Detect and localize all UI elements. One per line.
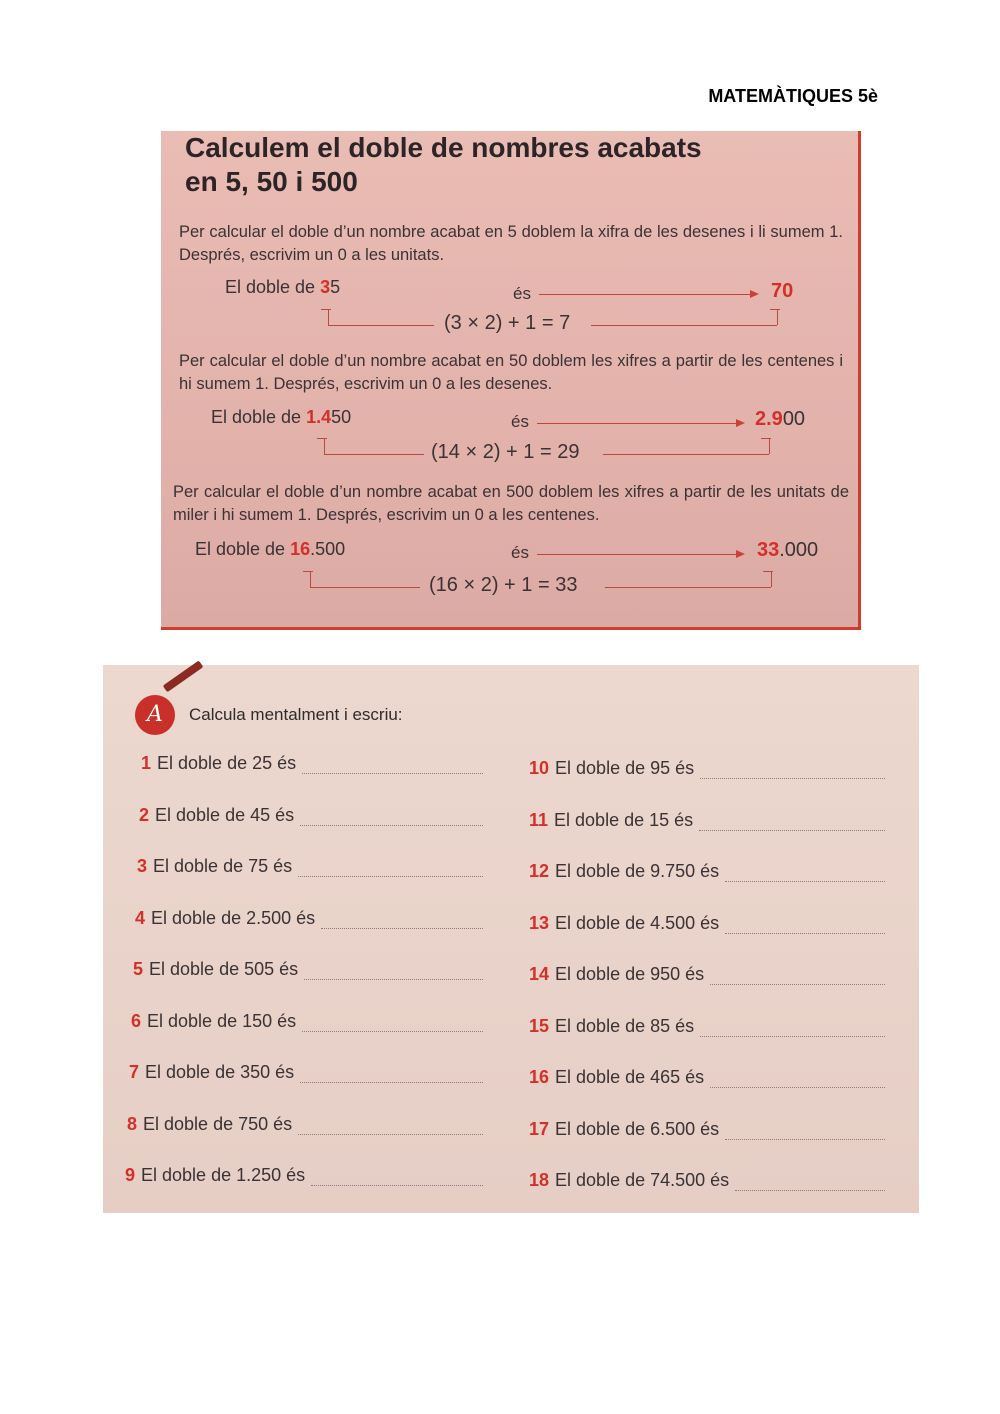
rule-paragraph-500: Per calcular el doble d’un nombre acabat en 500 doblem les xifres a partir de les unitats de miler i hi sumem 1. Després, escrivim un 0 a les centenes. <box>173 483 849 524</box>
bracket-line-right <box>603 454 769 455</box>
answer-blank-11[interactable] <box>699 830 885 831</box>
doble-label: El doble de <box>195 539 286 559</box>
number-red-part: 1.4 <box>306 407 332 427</box>
formula-3: (16 × 2) + 1 = 33 <box>429 574 578 596</box>
result-rest-part: 00 <box>782 408 806 430</box>
exercise-number: 14 <box>529 964 550 984</box>
answer-blank-4[interactable] <box>321 928 483 929</box>
result-red-part: 2.9 <box>755 408 783 430</box>
exercise-number: 17 <box>529 1118 550 1139</box>
bracket-top-left <box>303 571 313 572</box>
exercise-text: El doble de 350 és <box>145 1062 295 1082</box>
es-label: és <box>511 412 529 431</box>
exercise-item-12 <box>529 861 719 882</box>
example-number-16500 <box>195 539 345 560</box>
result-red-part: 33 <box>757 539 780 561</box>
es-label: és <box>511 543 529 562</box>
exercise-text: El doble de 74.500 és <box>555 1170 730 1190</box>
pencil-icon <box>163 660 204 692</box>
exercise-item-2 <box>139 805 294 826</box>
answer-blank-16[interactable] <box>710 1087 885 1088</box>
exercise-number: 4 <box>135 907 146 928</box>
answer-blank-9[interactable] <box>311 1185 483 1186</box>
answer-blank-15[interactable] <box>700 1036 885 1037</box>
rule-paragraph-5: Per calcular el doble d’un nombre acabat en 5 doblem la xifra de les desenes i li sumem 1. Després, escrivim un 0 a les unitats. <box>179 223 843 264</box>
exercise-number: 13 <box>529 912 550 933</box>
activity-badge-icon: A <box>135 695 175 735</box>
exercise-text: El doble de 505 és <box>149 959 299 979</box>
number-rest-part: 50 <box>331 407 352 427</box>
exercise-item-6 <box>131 1011 296 1032</box>
answer-blank-10[interactable] <box>700 778 885 779</box>
bracket-top-right <box>761 438 771 439</box>
exercise-card <box>103 665 919 1213</box>
bracket-right <box>771 571 772 587</box>
arrow-icon <box>539 294 757 295</box>
answer-blank-8[interactable] <box>298 1134 483 1135</box>
exercise-item-13 <box>529 913 719 934</box>
lesson-card <box>161 131 861 630</box>
exercise-text: El doble de 950 és <box>555 964 705 984</box>
exercise-item-7 <box>129 1062 294 1083</box>
bracket-right <box>777 309 778 325</box>
answer-blank-13[interactable] <box>725 933 885 934</box>
exercise-text: El doble de 25 és <box>157 753 297 773</box>
exercise-text: El doble de 2.500 és <box>151 907 316 928</box>
bracket-left <box>310 571 311 587</box>
exercise-item-5 <box>133 959 298 980</box>
number-rest-part: 5 <box>330 277 341 297</box>
answer-blank-12[interactable] <box>725 881 885 882</box>
lesson-title-line2: en 5, 50 i 500 <box>185 166 358 197</box>
exercise-instruction: Calcula mentalment i escriu: <box>189 705 403 724</box>
exercise-item-11 <box>529 810 693 831</box>
page-header-title: MATEMÀTIQUES 5è <box>708 86 878 106</box>
exercise-item-14 <box>529 964 704 985</box>
exercise-item-18 <box>529 1170 729 1191</box>
exercise-number: 7 <box>129 1062 140 1082</box>
answer-blank-3[interactable] <box>298 876 483 877</box>
exercise-number: 18 <box>529 1170 550 1190</box>
exercise-item-4 <box>135 908 315 929</box>
formula-2: (14 × 2) + 1 = 29 <box>431 441 580 463</box>
exercise-item-15 <box>529 1016 694 1037</box>
exercise-number: 6 <box>131 1010 142 1031</box>
exercise-text: El doble de 1.250 és <box>141 1165 306 1185</box>
exercise-number: 2 <box>139 804 150 825</box>
exercise-text: El doble de 750 és <box>143 1113 293 1134</box>
result-red-part: 70 <box>771 280 794 302</box>
number-red-part: 16 <box>290 539 311 559</box>
exercise-number: 10 <box>529 758 550 778</box>
answer-blank-18[interactable] <box>735 1190 885 1191</box>
bracket-line-right <box>591 325 777 326</box>
exercise-text: El doble de 45 és <box>155 804 295 825</box>
exercise-item-8 <box>127 1114 292 1135</box>
example-result-2900 <box>755 408 805 431</box>
exercise-number: 1 <box>141 753 152 773</box>
exercise-item-9 <box>125 1165 305 1186</box>
formula-1: (3 × 2) + 1 = 7 <box>444 312 571 334</box>
bracket-top-right <box>770 309 780 310</box>
exercise-number: 3 <box>137 856 148 876</box>
exercise-number: 11 <box>529 809 549 830</box>
bracket-right <box>769 438 770 454</box>
exercise-item-17 <box>529 1119 719 1140</box>
exercise-number: 15 <box>529 1015 550 1036</box>
bracket-top-right <box>763 571 773 572</box>
answer-blank-17[interactable] <box>725 1139 885 1140</box>
exercise-text: El doble de 6.500 és <box>555 1118 720 1139</box>
bracket-left <box>324 438 325 454</box>
number-rest-part: .500 <box>310 539 346 559</box>
doble-label: El doble de <box>211 407 302 427</box>
example-number-35 <box>225 277 340 298</box>
arrow-icon <box>537 554 743 555</box>
exercise-text: El doble de 75 és <box>153 856 293 876</box>
doble-label: El doble de <box>225 277 316 297</box>
exercise-text: El doble de 95 és <box>555 758 695 778</box>
exercise-text: El doble de 9.750 és <box>555 861 720 881</box>
exercise-text: El doble de 4.500 és <box>555 912 720 933</box>
exercise-item-3 <box>137 856 292 877</box>
exercise-text: El doble de 465 és <box>555 1067 705 1087</box>
exercise-text: El doble de 85 és <box>555 1015 695 1036</box>
result-rest-part: .000 <box>779 539 819 561</box>
es-label: és <box>513 284 531 303</box>
lesson-title <box>185 131 702 199</box>
answer-blank-7[interactable] <box>300 1082 483 1083</box>
answer-blank-5[interactable] <box>304 979 483 980</box>
bracket-top-left <box>321 309 331 310</box>
bracket-top-left <box>317 438 327 439</box>
exercise-text: El doble de 15 és <box>554 809 694 830</box>
arrow-icon <box>537 423 743 424</box>
exercise-item-10 <box>529 758 694 779</box>
example-result-70 <box>771 280 793 303</box>
bracket-line-left <box>310 587 420 588</box>
example-result-33000 <box>757 539 818 562</box>
example-number-1450 <box>211 407 351 428</box>
number-red-part: 3 <box>320 277 331 297</box>
bracket-line-left <box>328 325 434 326</box>
exercise-number: 16 <box>529 1067 550 1087</box>
exercise-number: 8 <box>127 1113 138 1134</box>
bracket-left <box>328 309 329 325</box>
answer-blank-2[interactable] <box>300 825 483 826</box>
exercise-number: 12 <box>529 861 550 881</box>
exercise-item-16 <box>529 1067 704 1088</box>
exercise-number: 9 <box>125 1165 136 1185</box>
exercise-number: 5 <box>133 959 144 979</box>
bracket-line-right <box>605 587 771 588</box>
exercise-text: El doble de 150 és <box>147 1010 297 1031</box>
bracket-line-left <box>324 454 424 455</box>
lesson-title-line1: Calculem el doble de nombres acabats <box>185 132 702 163</box>
answer-blank-14[interactable] <box>710 984 885 985</box>
exercise-item-1 <box>141 753 296 774</box>
answer-blank-6[interactable] <box>302 1031 483 1032</box>
rule-paragraph-50: Per calcular el doble d’un nombre acabat en 50 doblem les xifres a partir de les centenes i hi sumem 1. Després, escrivim un 0 a les desenes. <box>179 352 843 393</box>
answer-blank-1[interactable] <box>302 773 483 774</box>
